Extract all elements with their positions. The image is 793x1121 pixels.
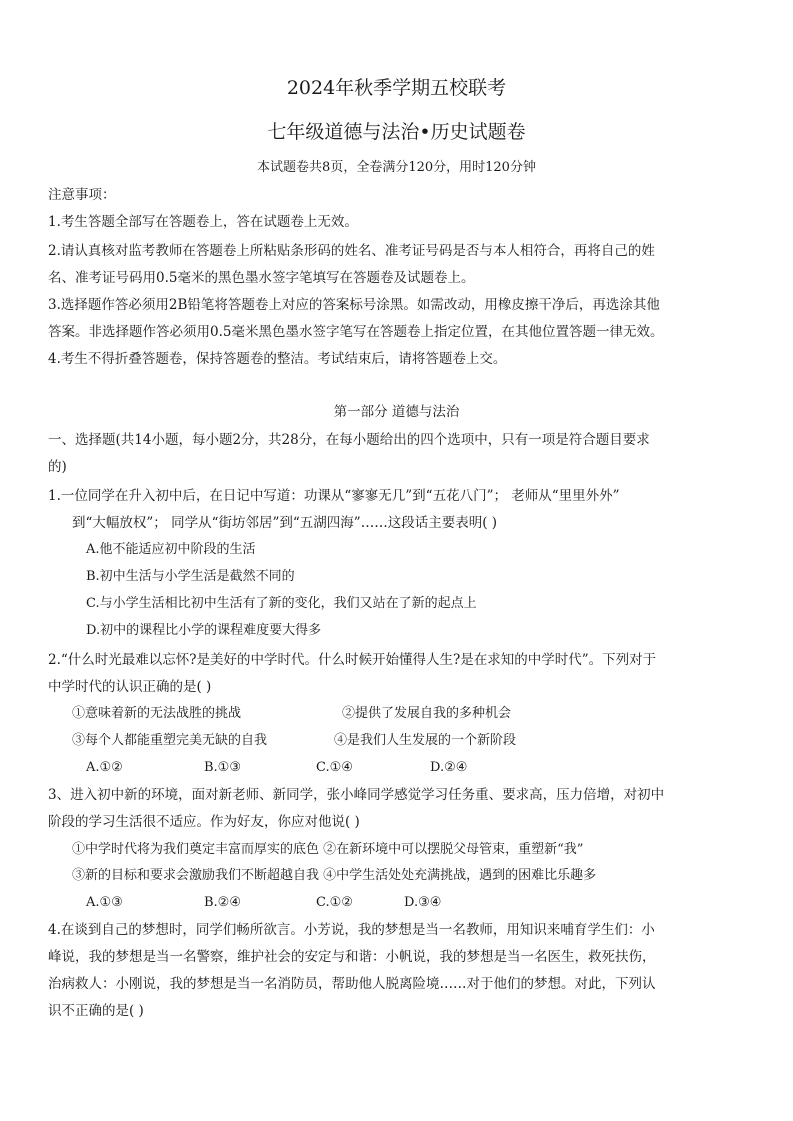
notice-line: 3.选择题作答必须用2B铅笔将答题卷上对应的答案标号涂黑。如需改动，用橡皮擦干净后，再选涂其他	[48, 297, 660, 313]
exam-title: 2024年秋季学期五校联考	[286, 77, 507, 99]
notice-line: 2.请认真核对监考教师在答题卷上所粘贴条形码的姓名、准考证号码是否与本人相符合，再将自己的姓	[48, 243, 655, 259]
question-2-item: ③每个人都能重塑完美无缺的自我	[72, 733, 268, 748]
question-4-stem: 4.在谈到自己的梦想时，同学们畅所欲言。小芳说，我的梦想是当一名教师，用知识来哺育学生们：小	[48, 922, 655, 938]
notice-line: 4.考生不得折叠答题卷，保持答题卷的整洁。考试结束后，请将答题卷上交。	[48, 351, 507, 367]
question-2-option: C.①④	[316, 760, 353, 775]
question-3-option: C.①②	[316, 895, 353, 910]
question-3-stem: 阶段的学习生活很不适应。作为好友，你应对他说( )	[48, 814, 360, 830]
question-2-stem: 中学时代的认识正确的是( )	[48, 679, 212, 695]
question-2-option: B.①③	[204, 760, 241, 775]
exam-subtitle: 七年级道德与法治•历史试题卷	[267, 121, 526, 143]
question-3-item: ①中学时代将为我们奠定丰富而厚实的底色 ②在新环境中可以摆脱父母管束，重塑新“我”	[72, 842, 584, 857]
question-2-item: ①意味着新的无法战胜的挑战	[72, 706, 242, 721]
notice-line: 1.考生答题全部写在答题卷上，答在试题卷上无效。	[48, 214, 358, 230]
question-1-stem: 到“大幅放权”； 同学从“街坊邻居”到“五湖四海”……这段话主要表明( )	[72, 515, 498, 531]
question-2-item: ②提供了发展自我的多种机会	[342, 706, 512, 721]
question-3-option: B.②④	[204, 895, 241, 910]
question-1-option: D.初中的课程比小学的课程难度要大得多	[86, 623, 322, 638]
question-1-option: A.他不能适应初中阶段的生活	[86, 542, 256, 557]
part-heading: 第一部分 道德与法治	[333, 404, 460, 420]
question-3-option: A.①③	[86, 895, 123, 910]
notice-heading: 注意事项：	[48, 187, 116, 203]
question-2-option: A.①②	[86, 760, 123, 775]
question-2-stem: 2.“什么时光最难以忘怀?是美好的中学时代。什么时候开始懂得人生?是在求知的中学时代”。下列对于	[48, 652, 657, 668]
notice-line: 名、准考证号码用0.5毫米的黑色墨水签字笔填写在答题卷及试题卷上。	[48, 270, 475, 286]
section-intro: 一、选择题(共14小题，每小题2分，共28分，在每小题给出的四个选项中，只有一项是符合题目要求	[48, 432, 650, 448]
question-3-option: D.③④	[404, 895, 442, 910]
question-3-stem: 3、进入初中新的环境，面对新老师、新同学，张小峰同学感觉学习任务重、要求高，压力倍增，对初中	[48, 787, 665, 803]
question-4-stem: 治病救人：小刚说，我的梦想是当一名消防员，帮助他人脱离险境……对于他们的梦想。对此，下列认	[48, 976, 656, 992]
question-1-stem: 1.一位同学在升入初中后，在日记中写道：功课从“寥寥无几”到“五花八门”； 老师从“里里外外”	[48, 488, 620, 504]
question-1-option: C.与小学生活相比初中生活有了新的变化，我们又站在了新的起点上	[86, 596, 477, 611]
question-3-item: ③新的目标和要求会激励我们不断超越自我 ④中学生活处处充满挑战，遇到的困难比乐趣多	[72, 868, 597, 883]
question-4-stem: 峰说，我的梦想是当一名警察，维护社会的安定与和谐：小帆说，我的梦想是当一名医生，救死扶伤，	[48, 949, 656, 965]
question-2-option: D.②④	[430, 760, 468, 775]
question-4-stem: 识不正确的是( )	[48, 1003, 144, 1019]
notice-line: 答案。非选择题作答必须用0.5毫米黑色墨水签字笔写在答题卷上指定位置，在其他位置答题一律无效。	[48, 324, 664, 340]
question-2-item: ④是我们人生发展的一个新阶段	[334, 733, 517, 748]
question-1-option: B.初中生活与小学生活是截然不同的	[86, 569, 295, 584]
exam-info: 本试题卷共8页，全卷满分120分，用时120分钟	[257, 160, 536, 175]
section-intro: 的)	[48, 459, 67, 475]
